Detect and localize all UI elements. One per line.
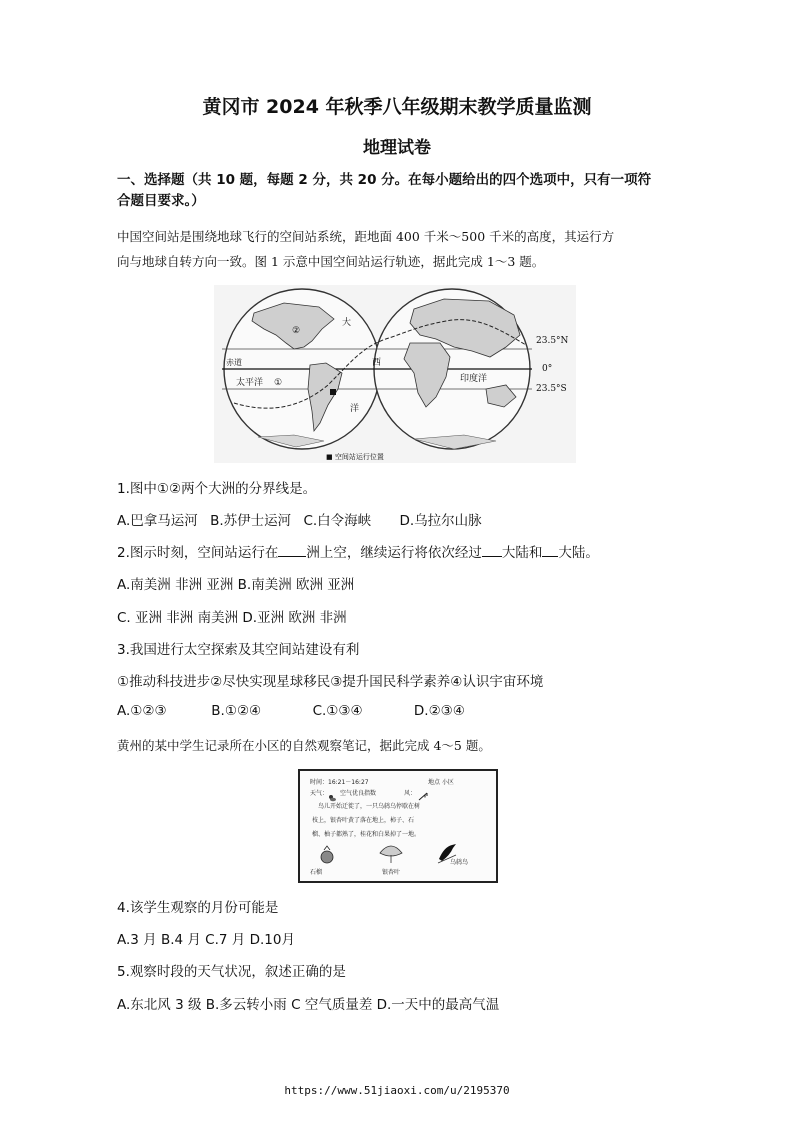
intro-paragraph-1 [117,224,689,274]
q3-option-c[interactable]: C.①③④ [312,703,363,719]
note-text-line3: 榴、柚子都熟了，桂花和白果掉了一地。 [312,831,421,838]
question-1-options [117,509,482,529]
ginkgo-leaf-icon [376,843,406,865]
q1-option-c[interactable]: C.白令海峡 [303,513,372,529]
q2-blank-2[interactable] [482,542,502,557]
q1-option-b[interactable]: B.苏伊士运河 [210,513,292,529]
lat-north-label: 23.5°N [536,336,569,346]
pacific-label: 太平洋 [236,378,264,388]
q3-option-b[interactable]: B.①②④ [211,703,262,719]
question-4-options[interactable]: A.3 月 B.4 月 C.7 月 D.10月 [117,932,295,948]
intro1-line1: 中国空间站是围绕地球飞行的空间站系统，距地面 400 千米～500 千米的高度，其运行方 [117,229,615,244]
atlantic-label-2: 西 [372,358,382,368]
note-label-pomegranate: 石榴 [310,869,323,876]
q2-blank-3[interactable] [542,542,558,557]
question-4-stem: 4.该学生观察的月份可能是 [117,900,279,916]
note-label-blackbird: 乌鸫鸟 [450,859,469,866]
note-weather: 天气： [310,790,329,797]
world-map-figure [214,285,576,463]
q2-stem-d: 大陆。 [558,545,599,561]
question-2-stem [117,541,599,561]
marker-1-label: ① [274,378,283,388]
intro1-line2: 向与地球自转方向一致。图 1 示意中国空间站运行轨迹，据此完成 1～3 题。 [117,254,545,269]
lat-south-label: 23.5°S [536,384,567,394]
q2-blank-1[interactable] [278,542,306,557]
question-3-items: ①推动科技进步②尽快实现星球移民③提升国民科学素养④认识宇宙环境 [117,674,544,690]
atlantic-label-1: 大 [342,318,352,328]
note-wind: 风： [404,790,417,797]
station-position-marker [330,389,336,395]
page-title: 黄冈市 2024 年秋季八年级期末教学质量监测 [202,96,592,118]
q3-option-a[interactable]: A.①②③ [117,703,167,719]
wind-flag-icon [418,786,428,795]
section-heading-line2: 合题目要求。） [117,193,205,209]
question-3-stem: 3.我国进行太空探索及其空间站建设有利 [117,642,360,658]
q1-option-d[interactable]: D.乌拉尔山脉 [399,513,482,529]
equator-text-label: 赤道 [226,358,242,367]
q2-stem-c: 大陆和 [501,545,543,561]
equator-degree-label: 0° [542,364,553,374]
q2-options-line2[interactable]: C. 亚洲 非洲 南美洲 D.亚洲 欧洲 非洲 [117,610,347,626]
observation-note-figure [298,769,498,883]
question-5-options[interactable]: A.东北风 3 级 B.多云转小雨 C 空气质量差 D.一天中的最高气温 [117,997,500,1013]
q2-stem-a: 2.图示时刻，空间站运行在 [117,545,279,561]
footer-url[interactable]: https://www.51jiaoxi.com/u/2195370 [284,1084,510,1097]
q3-option-d[interactable]: D.②③④ [413,703,465,719]
question-3-options [117,703,465,719]
q2-options-line1[interactable]: A.南美洲 非洲 亚洲 B.南美洲 欧洲 亚洲 [117,577,355,593]
partly-cloudy-icon [328,787,336,795]
note-text-line2: 枝上，银杏叶黄了落在地上，柿子、石 [312,817,415,824]
note-label-ginkgo: 银杏叶 [382,869,401,876]
section-heading-line1: 一、选择题（共 10 题，每题 2 分，共 20 分。在每小题给出的四个选项中，只有一项符 [117,172,652,188]
map-legend: ■ 空间站运行位置 [326,453,384,461]
pomegranate-icon [316,845,338,865]
q1-option-a[interactable]: A.巴拿马运河 [117,513,198,529]
page-subtitle: 地理试卷 [363,138,431,158]
note-air: 空气优良指数 [340,790,377,797]
question-1-stem: 1.图中①②两个大洲的分界线是。 [117,481,317,497]
section-heading [117,170,689,212]
question-5-stem: 5.观察时段的天气状况，叙述正确的是 [117,964,346,980]
intro-paragraph-2: 黄州的某中学生记录所在小区的自然观察笔记，据此完成 4～5 题。 [117,738,491,753]
note-text-line1: 鸟儿开始迁徙了，一只乌鸫乌停歇在树 [318,803,421,810]
indian-ocean-label: 印度洋 [460,374,488,384]
marker-2-label: ② [292,326,301,336]
note-time: 时间：16:21－16:27 [310,779,369,786]
note-place: 地点 小区 [428,779,454,786]
atlantic-label-3: 洋 [350,404,360,414]
q2-stem-b: 洲上空，继续运行将依次经过 [306,545,482,561]
